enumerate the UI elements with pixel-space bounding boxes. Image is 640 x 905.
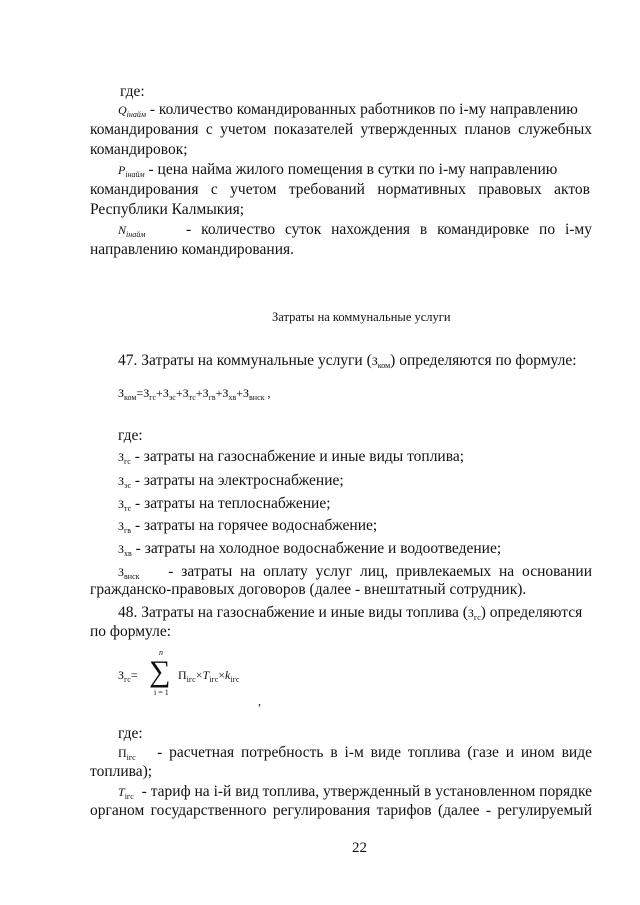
formula-term: З <box>143 386 150 400</box>
page-number: 22 <box>352 840 367 856</box>
item47-where: где: <box>118 427 143 444</box>
formula-term-sub: тс <box>188 393 196 402</box>
formula-trail: , <box>264 386 271 400</box>
definition-text: - затраты на горячее водоснабжение; <box>131 517 378 534</box>
sum-sign: ∑ <box>149 655 171 688</box>
formula-plus: + <box>236 386 243 400</box>
p-line2: командирования с учетом требований нормативных правовых актов <box>90 181 590 198</box>
formula-plus: + <box>195 386 203 400</box>
definition-row-эс <box>118 471 344 496</box>
definition-row-хв <box>118 539 501 564</box>
formula-term-sub: внск <box>249 393 265 402</box>
p-symbol: $P_{iнайм}$ <box>118 163 145 179</box>
vnsk-line2: гражданско-правовых договоров (далее - внештатный сотрудник). <box>90 581 527 598</box>
item47-intro <box>118 351 577 376</box>
where-label: где: <box>120 83 145 100</box>
definition-text: - затраты на электроснабжение; <box>131 472 344 489</box>
formula-term: З <box>182 386 189 400</box>
item48-formula-lhs: $З_{гс}=$ <box>118 668 138 684</box>
definition-text: - затраты на теплоснабжение; <box>131 495 331 512</box>
formula-term: З <box>202 386 209 400</box>
formula-term: З <box>243 386 250 400</box>
formula-term-sub: хв <box>228 393 237 402</box>
definition-symbol: $З_{эс}$ <box>118 474 131 490</box>
item47-text-before: 47. Затраты на коммунальные услуги ( <box>118 352 372 369</box>
p-line1: - цена найма жилого помещения в сутки по i-му направлению <box>148 161 558 178</box>
definition-symbol: $З_{тс}$ <box>118 497 132 513</box>
item48-where: где: <box>118 725 143 742</box>
definition-row-гв <box>118 516 377 541</box>
q-symbol: $Q_{iнайм}$ <box>118 103 146 119</box>
item47-formula <box>118 386 271 402</box>
item48-formula-trail: , <box>258 694 261 708</box>
item48-t-line2: органом государственного регулирования тарифов (далее - регулируемый <box>90 802 592 819</box>
formula-plus: + <box>215 386 223 400</box>
item48-text-before: 48. Затраты на газоснабжение и иные виды топлива ( <box>118 604 468 621</box>
formula-plus: + <box>156 386 163 400</box>
item48-p-symbol: $П_{iгс}$ <box>118 746 136 762</box>
definition-symbol: $З_{гс}$ <box>118 450 131 466</box>
definition-symbol: $З_{хв}$ <box>118 542 132 558</box>
item47-symbol: $З_{ком}$ <box>371 354 391 370</box>
item48-p-line2: топлива); <box>90 763 153 780</box>
formula-term: З <box>222 386 229 400</box>
vnsk-symbol: $З_{внск}$ <box>118 565 140 581</box>
n-line2: направлению командирования. <box>90 241 295 258</box>
formula-term-sub: эс <box>168 393 176 402</box>
formula-plus: + <box>175 386 183 400</box>
item48-t-symbol: $T_{iгс}$ <box>118 785 134 801</box>
formula-equals: = <box>136 386 144 400</box>
definition-text: - затраты на холодное водоснабжение и водоотведение; <box>131 540 502 557</box>
n-symbol: $N_{iнайм}$ <box>118 223 146 239</box>
item47-text-after: ) определяются по формуле: <box>390 352 577 369</box>
q-line1: - количество командированных работников по i-му направлению <box>149 101 578 118</box>
definition-text: - затраты на газоснабжение и иные виды топлива; <box>130 448 465 465</box>
item48-p-line1: - расчетная потребность в i-м виде топлива (газе и ином виде <box>157 744 592 761</box>
p-line3: Республики Калмыкия; <box>90 201 245 218</box>
q-line3: командировок; <box>90 141 188 158</box>
vnsk-line1: - затраты на оплату услуг лиц, привлекаемых на основании <box>168 563 592 580</box>
formula-term: З <box>162 386 169 400</box>
item48-line1 <box>118 603 582 628</box>
item48-text-after: ) определяются <box>480 604 583 621</box>
sum-lower-limit: i = 1 <box>154 688 169 697</box>
item48-symbol: $З_{гс}$ <box>467 606 481 622</box>
formula-term-sub: гв <box>208 393 216 402</box>
item48-formula-body: $П_{iгс}\times T_{iгс}\times k_{iгс}$ <box>178 668 240 684</box>
item48-t-line1: - тариф на i-й вид топлива, утвержденный в установленном порядке <box>141 783 592 800</box>
definition-row-гс <box>118 447 464 472</box>
sum-upper-limit: n <box>159 648 163 657</box>
section-title: Затраты на коммунальные услуги <box>272 310 451 324</box>
n-line1: - количество суток нахождения в командировке по i-му <box>186 221 592 238</box>
q-line2: командирования с учетом показателей утвержденных планов служебных <box>90 121 592 138</box>
item48-line2: по формуле: <box>90 623 172 640</box>
formula-lhs: З <box>118 386 125 400</box>
item48-p-definition <box>118 743 592 768</box>
definition-symbol: $З_{гв}$ <box>118 519 132 535</box>
formula-lhs-sub: ком <box>124 393 137 402</box>
formula-term-sub: гс <box>149 393 157 402</box>
